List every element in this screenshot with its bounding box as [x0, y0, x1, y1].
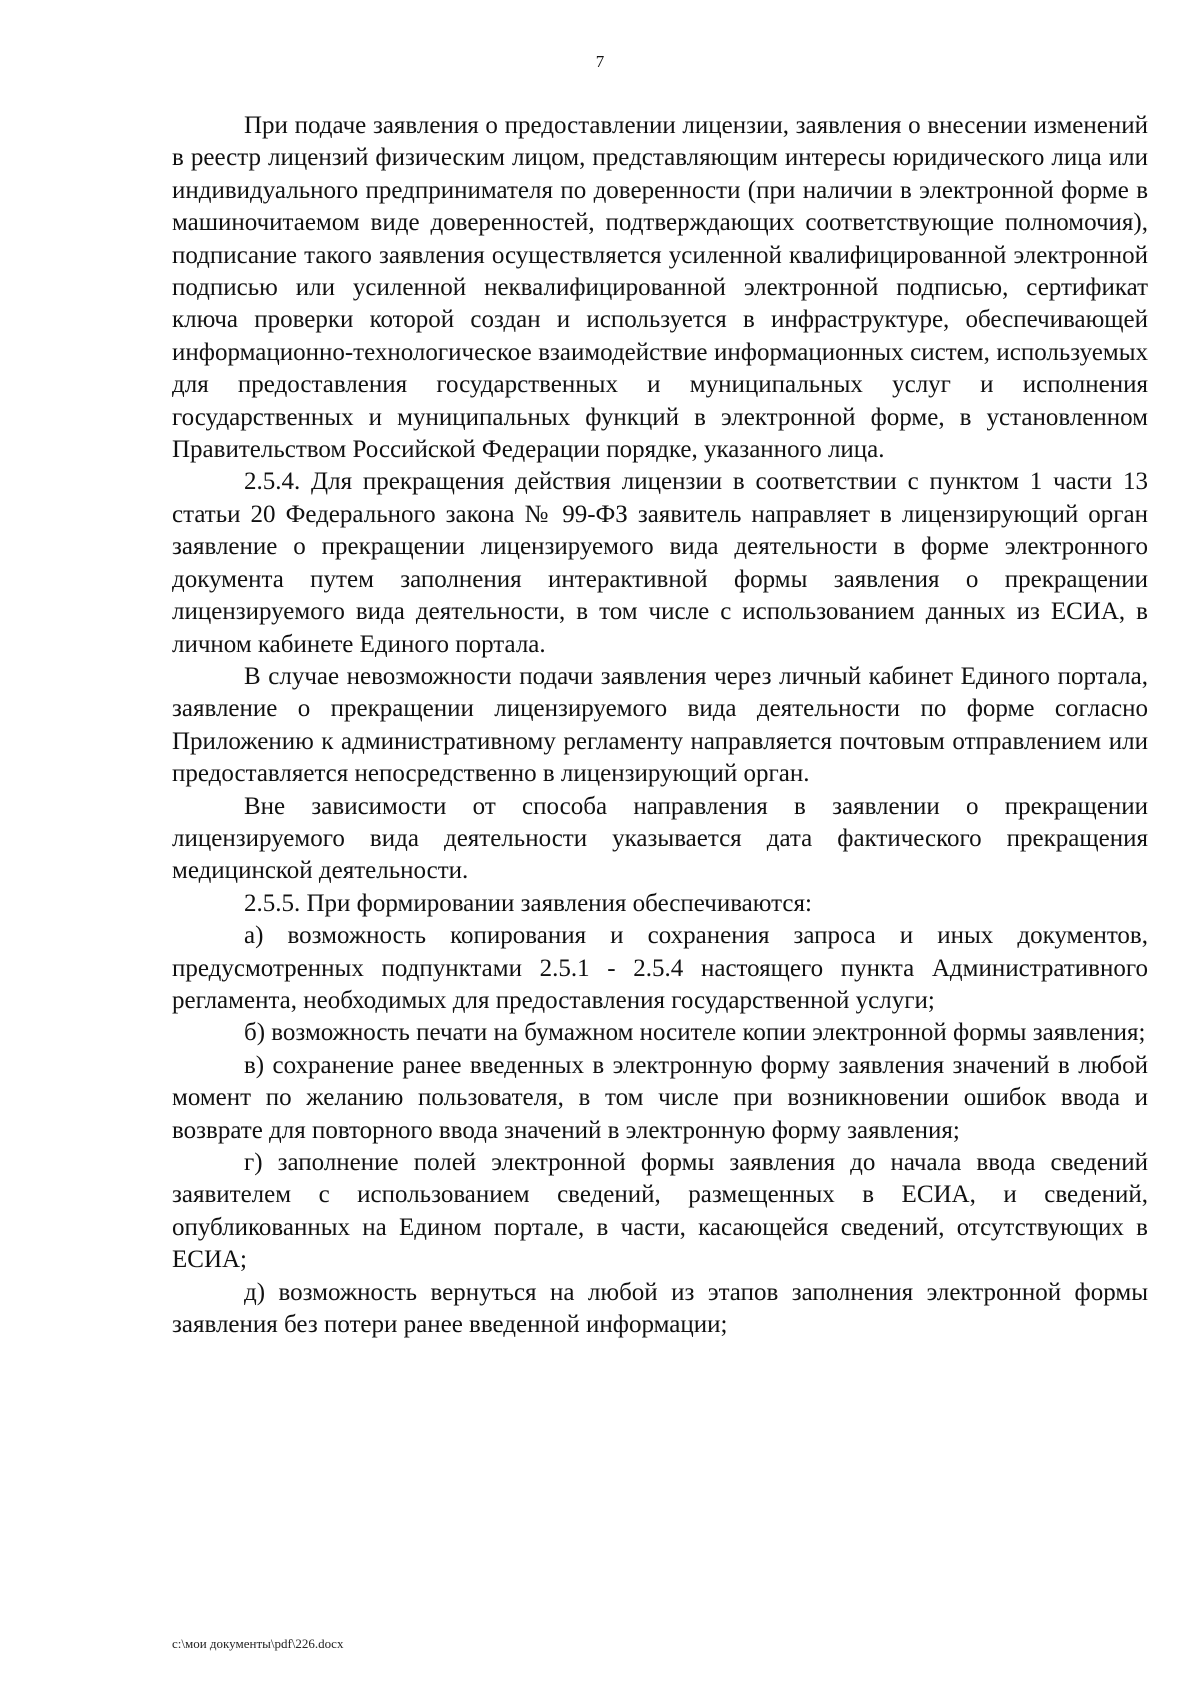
- list-item-v: в) сохранение ранее введенных в электронную форму заявления значений в любой момент по желанию пользователя, в том числе при возникновении ошибок ввода и возврате для повторного ввода значений в электронную форму заявления;: [172, 1051, 1148, 1144]
- paragraph-2-5-5: 2.5.5. При формировании заявления обеспечиваются:: [244, 889, 812, 917]
- page-number: 7: [595, 52, 605, 71]
- list-item-g: г) заполнение полей электронной формы заявления до начала ввода сведений заявителем с использованием сведений, размещенных в ЕСИА, и сведений, опубликованных на Едином портале, в части, касающейся сведений, отсутствующих в ЕСИА;: [172, 1149, 1148, 1274]
- list-item-d: д) возможность вернуться на любой из этапов заполнения электронной формы заявления без потери ранее введенной информации;: [172, 1278, 1148, 1339]
- list-item-b: б) возможность печати на бумажном носителе копии электронной формы заявления;: [244, 1019, 1146, 1047]
- footer-file-path: c:\мои документы\pdf\226.docx: [172, 1636, 344, 1651]
- paragraph-2-5-4: 2.5.4. Для прекращения действия лицензии в соответствии с пунктом 1 части 13 статьи 20 Федерального закона № 99-ФЗ заявитель направляет в лицензирующий орган заявление о прекращении лицензируемого вида деятельности в форме электронного документа путем заполнения интерактивной формы заявления о прекращении лицензируемого вида деятельности, в том числе с использованием данных из ЕСИА, в личном кабинете Единого портала.: [172, 468, 1148, 658]
- paragraph-postal-submission: В случае невозможности подачи заявления через личный кабинет Единого портала, заявление о прекращении лицензируемого вида деятельности по форме согласно Приложению к административному регламенту направляется почтовым отправлением или предоставляется непосредственно в лицензирующий орган.: [172, 662, 1148, 788]
- paragraph-signature-by-representative: При подаче заявления о предоставлении лицензии, заявления о внесении изменений в реестр лицензий физическим лицом, представляющим интересы юридического лица или индивидуального предпринимателя по доверенности (при наличии в электронной форме в машиночитаемом виде доверенностей, подтверждающих соответствующие полномочия), подписание такого заявления осуществляется усиленной квалифицированной электронной подписью или усиленной неквалифицированной электронной подписью, сертификат ключа проверки которой создан и используется в инфраструктуре, обеспечивающей информационно-технологическое взаимодействие информационных систем, используемых для предоставления государственных и муниципальных услуг и исполнения государственных и муниципальных функций в электронной форме, в установленном Правительством Российской Федерации порядке, указанного лица.: [172, 112, 1148, 464]
- paragraph-termination-date: Вне зависимости от способа направления в заявлении о прекращении лицензируемого вида деятельности указывается дата фактического прекращения медицинской деятельности.: [172, 792, 1148, 885]
- list-item-a: а) возможность копирования и сохранения запроса и иных документов, предусмотренных подпунктами 2.5.1 - 2.5.4 настоящего пункта Административного регламента, необходимых для предоставления государственной услуги;: [172, 922, 1148, 1014]
- document-body: [172, 110, 1148, 1341]
